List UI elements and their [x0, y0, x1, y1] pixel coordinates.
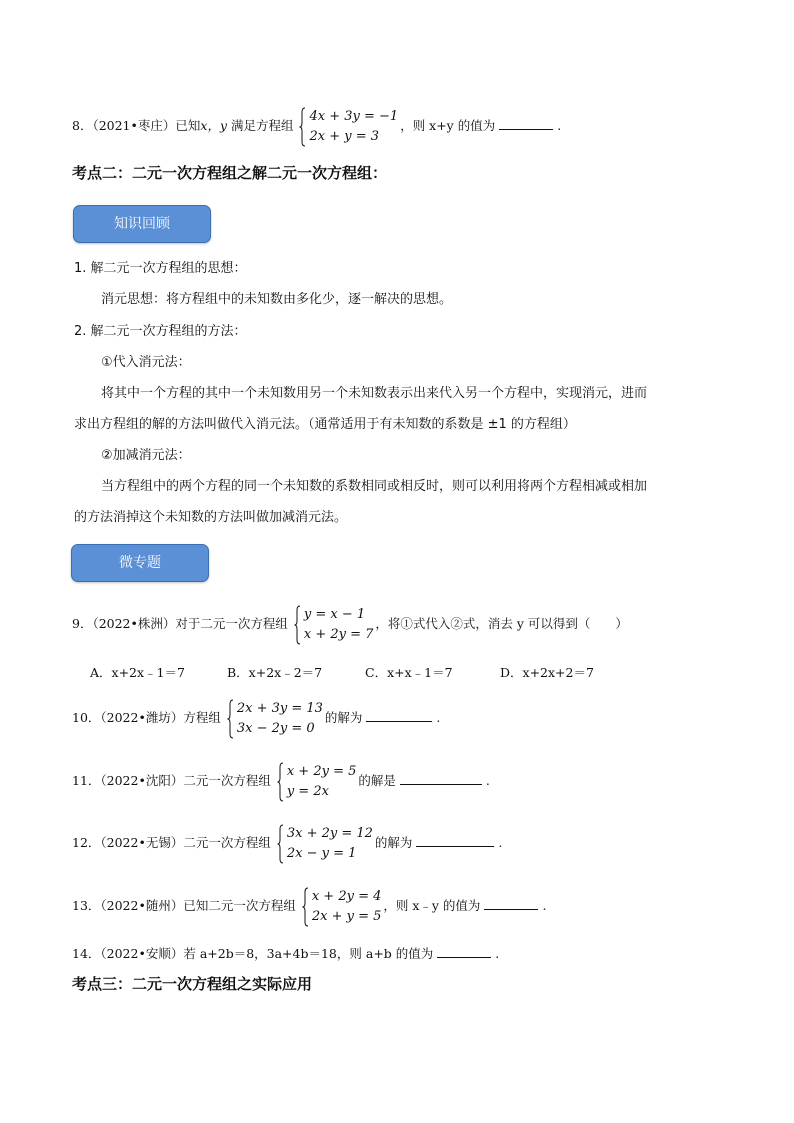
brace-icon — [277, 824, 284, 864]
q11-eq1: x + 2y = 5 — [286, 763, 357, 779]
review-line-4: ①代入消元法： — [101, 355, 191, 370]
q10-equation-system — [227, 699, 323, 739]
question-11 — [72, 761, 490, 802]
q8-equation-system — [299, 107, 398, 147]
q8-eq2: 2x + y = 3 — [309, 128, 380, 144]
badge-knowledge-review-label: 知识回顾 — [114, 216, 170, 232]
review-line-8: 当方程组中的两个方程的同一个未知数的系数相同或相反时，则可以利用将两个方程相减或相加 — [101, 479, 648, 494]
review-line-6: 求出方程组的解的方法叫做代入消元法。（通常适用于有未知数的系数是 ±1 的方程组） — [74, 417, 576, 432]
q10-end: . — [436, 710, 441, 725]
q9-choice-a[interactable]: A．x+2x﹣1＝7 — [90, 665, 185, 680]
q10-prefix: 10．（2022•潍坊）方程组 — [72, 710, 221, 725]
brace-icon — [227, 699, 234, 739]
badge-micro-topic — [71, 544, 209, 582]
brace-icon — [302, 887, 309, 927]
q13-answer-blank[interactable] — [484, 897, 538, 910]
question-9 — [72, 604, 628, 645]
q10-eq1: 2x + 3y = 13 — [236, 700, 323, 716]
section-3-heading: 考点三：二元一次方程组之实际应用 — [72, 975, 313, 993]
q8-prefix: 8．（2021•枣庄）已知 — [72, 118, 201, 133]
q13-suffix: ，则 x﹣y 的值为 — [383, 898, 481, 913]
q10-suffix: 的解为 — [324, 710, 363, 725]
review-line-7: ②加减消元法： — [101, 448, 191, 463]
q8-eq1: 4x + 3y = −1 — [309, 108, 399, 124]
q9-eq2: x + 2y = 7 — [303, 626, 374, 642]
q9-prefix: 9．（2022•株洲）对于二元一次方程组 — [72, 616, 288, 631]
review-line-5: 将其中一个方程的其中一个未知数用另一个未知数表示出来代入另一个方程中，实现消元，进而 — [101, 386, 648, 401]
question-12 — [72, 823, 502, 864]
q12-answer-blank[interactable] — [416, 834, 494, 847]
q12-equation-system — [277, 824, 373, 864]
q9-choice-d[interactable]: D．x+2x+2＝7 — [500, 665, 594, 680]
review-line-3: 2. 解二元一次方程组的方法： — [74, 324, 247, 339]
q8-mid: 满足方程组 — [227, 118, 294, 133]
brace-icon — [299, 107, 306, 147]
question-13 — [72, 886, 546, 927]
review-line-1: 1. 解二元一次方程组的思想： — [74, 261, 247, 276]
q14-text: 14．（2022•安顺）若 a+2b＝8，3a+4b＝18，则 a+b 的值为 — [72, 946, 434, 961]
q13-prefix: 13．（2022•随州）已知二元一次方程组 — [72, 898, 296, 913]
question-10 — [72, 698, 440, 739]
q8-answer-blank[interactable] — [499, 117, 553, 130]
brace-icon — [294, 605, 301, 645]
q14-end: . — [495, 946, 500, 961]
q9-equation-system — [294, 605, 374, 645]
q14-answer-blank[interactable] — [437, 945, 491, 958]
q11-end: . — [485, 773, 490, 788]
q9-eq1: y = x − 1 — [303, 606, 366, 622]
q12-end: . — [498, 835, 503, 850]
q11-prefix: 11．（2022•沈阳）二元一次方程组 — [72, 773, 271, 788]
q12-eq2: 2x − y = 1 — [286, 845, 357, 861]
q10-answer-blank[interactable] — [366, 709, 432, 722]
q12-suffix: 的解为 — [374, 835, 413, 850]
brace-icon — [277, 762, 284, 802]
q9-suffix: ，将①式代入②式，消去 y 可以得到（ ） — [375, 616, 628, 631]
q13-eq1: x + 2y = 4 — [311, 888, 382, 904]
q13-equation-system — [302, 887, 382, 927]
q9-choice-c[interactable]: C．x+x﹣1＝7 — [365, 665, 453, 680]
q11-answer-blank[interactable] — [400, 772, 482, 785]
q8-end: . — [557, 118, 562, 133]
q11-equation-system — [277, 762, 357, 802]
q13-end: . — [542, 898, 547, 913]
q12-prefix: 12．（2022•无锡）二元一次方程组 — [72, 835, 271, 850]
badge-knowledge-review — [73, 205, 211, 243]
q8-vars: x，y — [200, 118, 228, 133]
q13-eq2: 2x + y = 5 — [311, 908, 382, 924]
review-line-9: 的方法消掉这个未知数的方法叫做加减消元法。 — [74, 510, 348, 525]
q10-eq2: 3x − 2y = 0 — [236, 720, 315, 736]
badge-micro-topic-label: 微专题 — [119, 555, 161, 571]
question-8 — [72, 106, 561, 147]
question-14 — [72, 945, 499, 963]
review-line-2: 消元思想：将方程组中的未知数由多化少，逐一解决的思想。 — [101, 292, 453, 307]
q8-suffix: ，则 x+y 的值为 — [400, 118, 496, 133]
q11-suffix: 的解是 — [358, 773, 396, 788]
section-2-heading: 考点二：二元一次方程组之解二元一次方程组： — [72, 164, 388, 182]
q11-eq2: y = 2x — [286, 783, 329, 799]
q12-eq1: 3x + 2y = 12 — [286, 825, 373, 841]
q9-choice-b[interactable]: B．x+2x﹣2＝7 — [227, 665, 323, 680]
